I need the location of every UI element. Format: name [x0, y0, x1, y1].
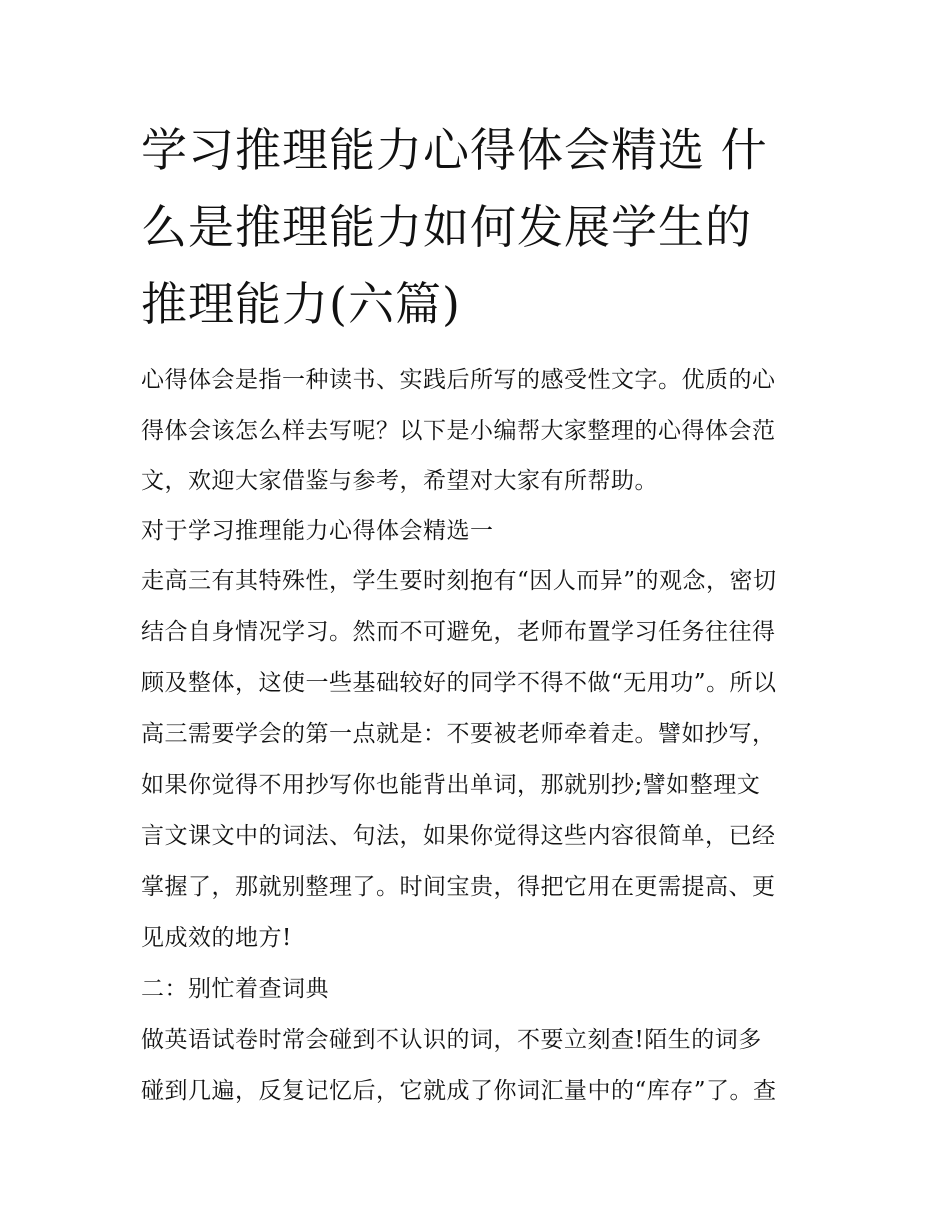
body-line: 如果你觉得不用抄写你也能背出单词，那就别抄;譬如整理文 [141, 772, 761, 798]
body-line: 高三需要学会的第一点就是：不要被老师牵着走。譬如抄写， [141, 721, 776, 747]
title-line: 么是推理能力如何发展学生的 [141, 200, 752, 254]
section-heading: 二：别忙着查词典 [141, 976, 329, 1002]
title-line: 推理能力(六篇) [141, 277, 461, 331]
body-line: 见成效的地方! [141, 925, 292, 951]
body-line: 做英语试卷时常会碰到不认识的词，不要立刻查!陌生的词多 [141, 1027, 762, 1053]
body-line: 走高三有其特殊性，学生要时刻抱有“因人而异”的观念，密切 [141, 568, 777, 594]
body-line: 文，欢迎大家借鉴与参考，希望对大家有所帮助。 [141, 468, 658, 494]
body-line: 得体会该怎么样去写呢？以下是小编帮大家整理的心得体会范 [141, 418, 776, 444]
document-title [141, 112, 821, 343]
body-line: 言文课文中的词法、句法，如果你觉得这些内容很简单，已经 [141, 823, 776, 849]
body-line: 结合自身情况学习。然而不可避免，老师布置学习任务往往得 [141, 619, 776, 645]
body-line: 顾及整体，这使一些基础较好的同学不得不做“无用功”。所以 [141, 670, 777, 696]
body-line: 碰到几遍，反复记忆后，它就成了你词汇量中的“库存”了。查 [141, 1078, 777, 1104]
section-heading: 对于学习推理能力心得体会精选一 [141, 518, 494, 544]
body-line: 掌握了，那就别整理了。时间宝贵，得把它用在更需提高、更 [141, 874, 776, 900]
body-line: 心得体会是指一种读书、实践后所写的感受性文字。优质的心 [141, 367, 776, 393]
title-line: 学习推理能力心得体会精选 什 [141, 123, 768, 177]
